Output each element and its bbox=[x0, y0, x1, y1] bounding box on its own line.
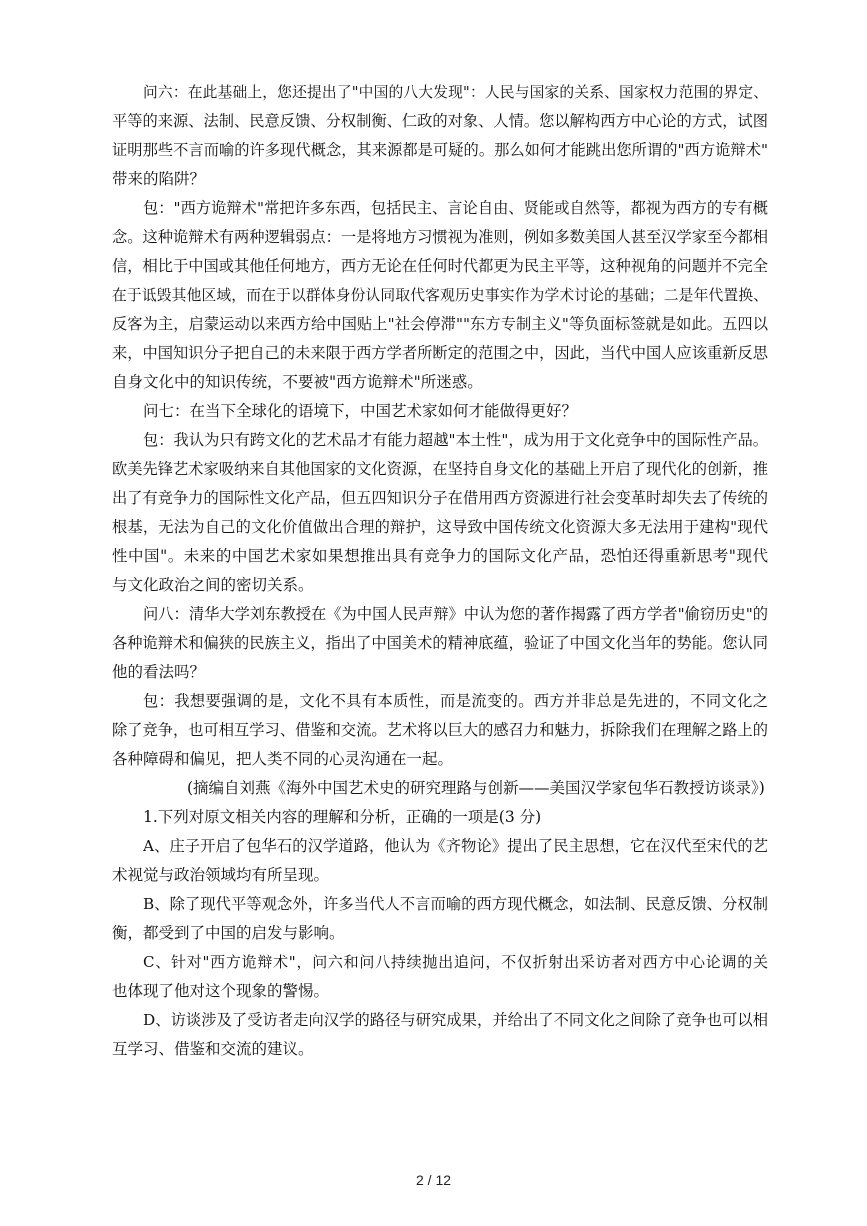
paragraph-q6-line: 平等的来源、法制、民意反馈、分权制衡、仁政的对象、人情。您以解构西方中心论的方式，试图 bbox=[112, 112, 768, 130]
paragraph-a6-line: 信，相比于中国或其他任何地方，西方无论在任何时代都更为民主平等，这种视角的问题并不完全 bbox=[112, 257, 768, 275]
paragraph-a7-line: 根基，无法为自己的文化价值做出合理的辩护，这导致中国传统文化资源大多无法用于建构"现代 bbox=[112, 518, 768, 536]
paragraph-a8-line: 包：我想要强调的是，文化不具有本质性，而是流变的。西方并非总是先进的，不同文化之 bbox=[143, 692, 768, 710]
paragraph-q6-line: 问六：在此基础上，您还提出了"中国的八大发现"：人民与国家的关系、国家权力范围的界定、 bbox=[143, 84, 768, 101]
paragraph-a7-line: 与文化政治之间的密切关系。 bbox=[112, 576, 314, 594]
paragraph-a6-line: 包："西方诡辩术"常把许多东西，包括民主、言论自由、贤能或自然等，都视为西方的专有概 bbox=[143, 199, 768, 217]
option-a-line: A、庄子开启了包华石的汉学道路，他认为《齐物论》提出了民主思想，它在汉代至宋代的艺 bbox=[143, 837, 768, 855]
question-stem: 1.下列对原文相关内容的理解和分析，正确的一项是(3 分) bbox=[143, 808, 542, 826]
option-a-line: 术视觉与政治领域均有所呈现。 bbox=[112, 866, 330, 884]
paragraph-a7-line: 欧美先锋艺术家吸纳来自其他国家的文化资源，在坚持自身文化的基础上开启了现代化的创新，推 bbox=[112, 460, 768, 478]
option-b-line: B、除了现代平等观念外，许多当代人不言而喻的西方现代概念，如法制、民意反馈、分权制 bbox=[143, 895, 768, 913]
source-citation: (摘编自刘燕《海外中国艺术史的研究理路与创新——美国汉学家包华石教授访谈录》) bbox=[187, 779, 765, 797]
document-body bbox=[112, 78, 768, 1064]
paragraph-a8-line: 各种障碍和偏见，把人类不同的心灵沟通在一起。 bbox=[112, 750, 454, 768]
paragraph-a6-line: 来，中国知识分子把自己的未来限于西方学者所断定的范围之中，因此，当代中国人应该重新反思 bbox=[112, 344, 768, 362]
paragraph-a6-line: 在于诋毁其他区域，而在于以群体身份认同取代客观历史事实作为学术讨论的基础；二是年代置换、 bbox=[112, 287, 768, 304]
paragraph-a7-line: 出了有竞争力的国际性文化产品，但五四知识分子在借用西方资源进行社会变革时却失去了传统的 bbox=[112, 489, 768, 507]
page-number: 2 / 12 bbox=[415, 1172, 452, 1188]
paragraph-q7-line: 问七：在当下全球化的语境下，中国艺术家如何才能做得更好？ bbox=[143, 402, 578, 420]
paragraph-q8-line: 各种诡辩术和偏狭的民族主义，指出了中国美术的精神底蕴，验证了中国文化当年的势能。您认同 bbox=[112, 634, 768, 652]
option-c-line: C、针对"西方诡辩术"，问六和问八持续抛出追问，不仅折射出采访者对西方中心论调的关 bbox=[143, 953, 768, 971]
paragraph-a6-line: 自身文化中的知识传统，不要被"西方诡辩术"所迷惑。 bbox=[112, 373, 483, 391]
paragraph-q8-line: 问八：清华大学刘东教授在《为中国人民声辩》中认为您的著作揭露了西方学者"偷窃历史"的 bbox=[143, 605, 768, 623]
paragraph-q8-line: 他的看法吗？ bbox=[112, 663, 206, 681]
paragraph-a7-line: 包：我认为只有跨文化的艺术品才有能力超越"本土性"，成为用于文化竞争中的国际性产品。 bbox=[143, 431, 768, 449]
paragraph-a6-line: 念。这种诡辩术有两种逻辑弱点：一是将地方习惯视为准则，例如多数美国人甚至汉学家至今都相 bbox=[112, 228, 768, 246]
option-b-line: 衡，都受到了中国的启发与影响。 bbox=[112, 924, 345, 942]
paragraph-q6-line: 带来的陷阱？ bbox=[112, 170, 206, 188]
option-d-line: 互学习、借鉴和交流的建议。 bbox=[112, 1040, 314, 1058]
option-d-line: D、访谈涉及了受访者走向汉学的路径与研究成果，并给出了不同文化之间除了竞争也可以相 bbox=[143, 1011, 768, 1029]
paragraph-a8-line: 除了竞争，也可相互学习、借鉴和交流。艺术将以巨大的感召力和魅力，拆除我们在理解之路上的 bbox=[112, 721, 768, 739]
paragraph-a7-line: 性中国"。未来的中国艺术家如果想推出具有竞争力的国际文化产品，恐怕还得重新思考"现代 bbox=[112, 547, 768, 565]
option-c-line: 也体现了他对这个现象的警惕。 bbox=[112, 982, 330, 1000]
paragraph-a6-line: 反客为主，启蒙运动以来西方给中国贴上"社会停滞""东方专制主义"等负面标签就是如此。五四以 bbox=[112, 315, 768, 333]
paragraph-q6-line: 证明那些不言而喻的许多现代概念，其来源都是可疑的。那么如何才能跳出您所谓的"西方诡辩术" bbox=[112, 141, 768, 159]
